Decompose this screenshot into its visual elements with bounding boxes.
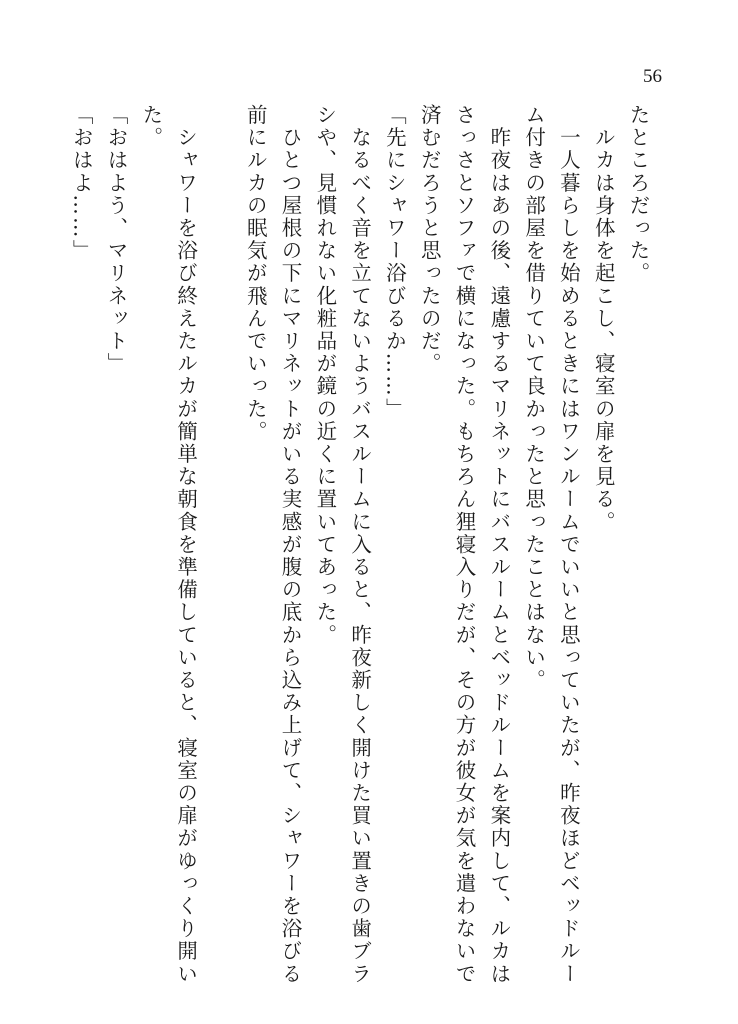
text-line: ム付きの部屋を借りていて良かったと思ったことはない。 [521, 104, 546, 692]
text-line: 「先にシャワー浴びるか……」 [382, 104, 407, 421]
text-line: たところだった。 [626, 104, 650, 285]
text-line: なるべく音を立てないようバスルームに入ると、昨夜新しく開けた買い置きの歯ブラ [347, 104, 372, 986]
text-line: 昨夜はあの後、遠慮するマリネットにバスルームとベッドルームを案内して、ルカは [486, 104, 511, 986]
text-line: た。 [138, 104, 163, 150]
text-line: 前にルカの眠気が飛んでいった。 [243, 104, 268, 443]
vertical-text-body [63, 104, 655, 986]
page-number: 56 [643, 66, 662, 87]
text-line: さっさとソファで横になった。もちろん狸寝入りだが、その方が彼女が気を遣わないで [452, 104, 477, 986]
blank-line [203, 104, 238, 964]
text-line: ルカは身体を起こし、寝室の扉を見る。 [591, 104, 616, 534]
text-line: 「おはよう、マリネット」 [104, 104, 129, 376]
text-line: 一人暮らしを始めるときにはワンルームでいいと思っていたが、昨夜ほどベッドルー [556, 104, 581, 986]
text-line: ひとつ屋根の下にマリネットがいる実感が腹の底から込み上げて、シャワーを浴びる [278, 104, 303, 986]
text-line: シャワーを浴び終えたルカが簡単な朝食を準備していると、寝室の扉がゆっくり開い [173, 104, 198, 986]
text-line: シや、見慣れない化粧品が鏡の近くに置いてあった。 [312, 104, 337, 647]
text-line: 「おはよ……」 [69, 104, 94, 263]
text-line: 済むだろうと思ったのだ。 [417, 104, 442, 376]
